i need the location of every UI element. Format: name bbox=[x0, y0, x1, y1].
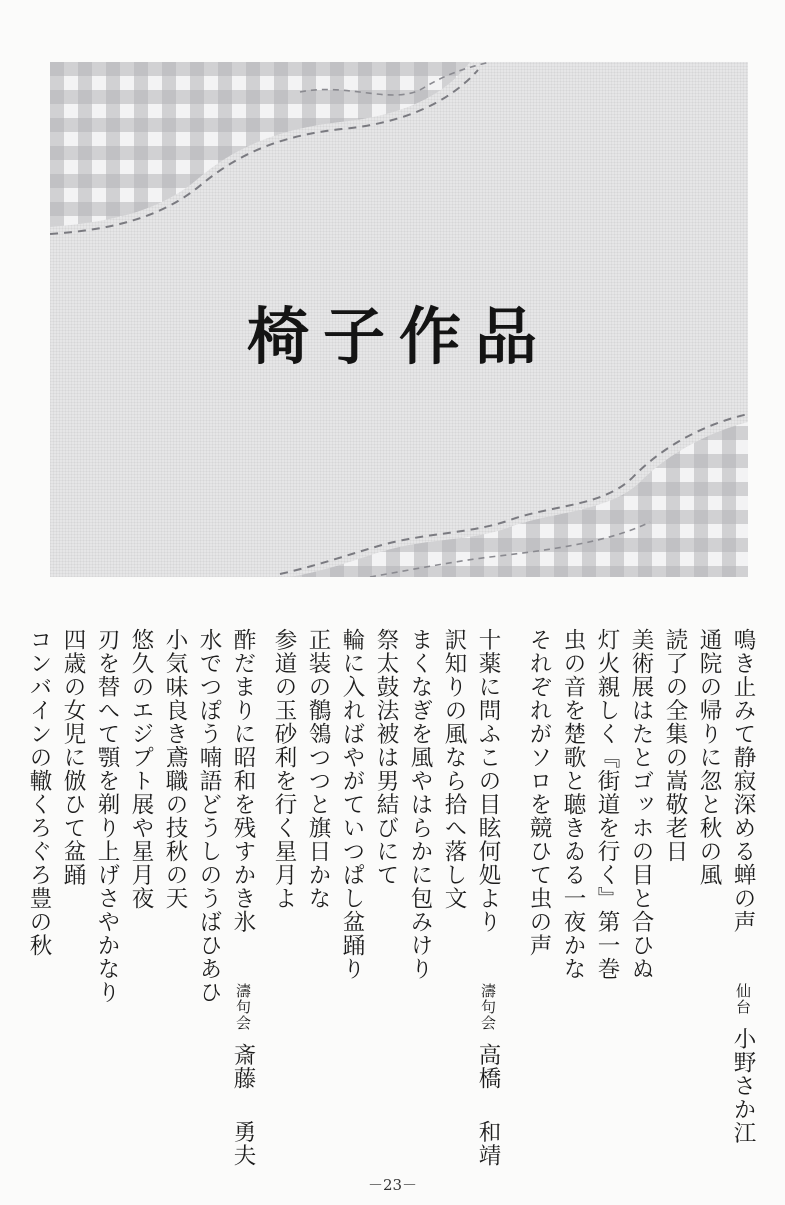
poem-line: 読了の全集の嵩敬老日 bbox=[662, 628, 688, 863]
poem-line: 四歳の女児に倣ひて盆踊 bbox=[60, 628, 86, 887]
poem-line: 刃を替へて顎を剃り上げさやかなり bbox=[94, 628, 120, 1004]
poem-line: 輪に入ればやがていつぱし盆踊り bbox=[339, 628, 365, 981]
poem-line: 灯火親しく『街道を行く』第一巻 bbox=[594, 628, 620, 981]
poem-line: それぞれがソロを競ひて虫の声 bbox=[526, 628, 552, 957]
poem-line: 参道の玉砂利を行く星月よ bbox=[271, 628, 297, 910]
poem-line: 小気味良き鳶職の技秋の天 bbox=[162, 628, 188, 910]
poem-line: 祭太鼓法被は男結びにて bbox=[373, 628, 399, 887]
author-family-name: 高橋 bbox=[475, 1043, 501, 1090]
author-given-name: 和靖 bbox=[475, 1120, 501, 1167]
poem-line: 虫の音を楚歌と聴きゐる一夜かな bbox=[560, 628, 586, 981]
author-affiliation: 濤句会 bbox=[479, 983, 497, 1031]
author-affiliation: 仙台 bbox=[734, 983, 752, 1015]
poem-line: 十薬に問ふこの目眩何処より bbox=[475, 628, 501, 934]
poem-line: コンバインの轍くろぐろ豊の秋 bbox=[26, 628, 52, 957]
author-affiliation: 濤句会 bbox=[234, 983, 252, 1031]
section-header-panel bbox=[50, 62, 748, 577]
poem-line: まくなぎを風やはらかに包みけり bbox=[407, 628, 433, 981]
page-number: －23－ bbox=[367, 1176, 418, 1194]
poem-line: 正装の鶺鴒つつと旗日かな bbox=[305, 628, 331, 910]
author-family-name: 斎藤 bbox=[230, 1043, 256, 1090]
author-given-name: さか江 bbox=[730, 1074, 756, 1145]
poem-line: 酢だまりに昭和を残すかき氷 bbox=[230, 628, 256, 934]
poem-line: 鳴き止みて静寂深める蝉の声 bbox=[730, 628, 756, 934]
author-byline bbox=[729, 983, 757, 1145]
poem-line: 訳知りの風なら拾へ落し文 bbox=[441, 628, 467, 910]
author-byline bbox=[229, 983, 257, 1167]
section-title: 椅子作品 bbox=[246, 300, 551, 373]
poem-line: 通院の帰りに忽と秋の風 bbox=[696, 628, 722, 887]
author-given-name: 勇夫 bbox=[230, 1120, 256, 1167]
poem-line: 悠久のエジプト展や星月夜 bbox=[128, 628, 154, 910]
poem-line: 水でつぽう喃語どうしのうばひあひ bbox=[196, 628, 222, 1004]
poem-line: 美術展はたとゴッホの目と合ひぬ bbox=[628, 628, 654, 981]
author-byline bbox=[474, 983, 502, 1167]
author-family-name: 小野 bbox=[730, 1027, 756, 1074]
